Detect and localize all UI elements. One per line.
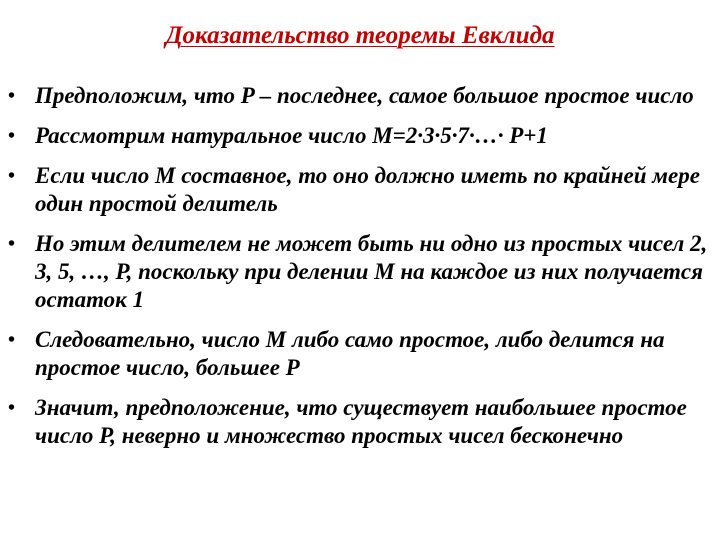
bullet-item bbox=[8, 122, 714, 150]
bullet-item bbox=[8, 230, 714, 314]
bullet-text: Следовательно, число M либо само простое, либо делится на простое число, большее P bbox=[35, 327, 665, 380]
bullet-item bbox=[8, 326, 714, 382]
slide-title: Доказательство теоремы Евклида bbox=[165, 22, 555, 49]
bullet-icon: • bbox=[8, 233, 16, 255]
bullet-icon: • bbox=[8, 85, 16, 107]
bullet-text: Но этим делителем не может быть ни одно из простых чисел 2, 3, 5, …, P, поскольку при делении M на каждое из них получается остаток 1 bbox=[35, 231, 708, 312]
bullet-icon: • bbox=[8, 125, 16, 147]
bullet-icon: • bbox=[8, 165, 16, 187]
bullet-icon: • bbox=[8, 329, 16, 351]
bullet-icon: • bbox=[8, 397, 16, 419]
bullet-text: Если число M составное, то оно должно иметь по крайней мере один простой делитель bbox=[35, 163, 700, 216]
bullet-text: Рассмотрим натуральное число M=2·3·5·7·…· P+1 bbox=[35, 123, 548, 148]
bullet-item bbox=[8, 162, 714, 218]
bullet-text: Предположим, что P – последнее, самое большое простое число bbox=[35, 83, 694, 108]
bullet-text: Значит, предположение, что существует наибольшее простое число P, неверно и множество простых чисел бесконечно bbox=[35, 395, 687, 448]
bullet-list bbox=[8, 82, 714, 462]
bullet-item bbox=[8, 394, 714, 450]
bullet-item bbox=[8, 82, 714, 110]
